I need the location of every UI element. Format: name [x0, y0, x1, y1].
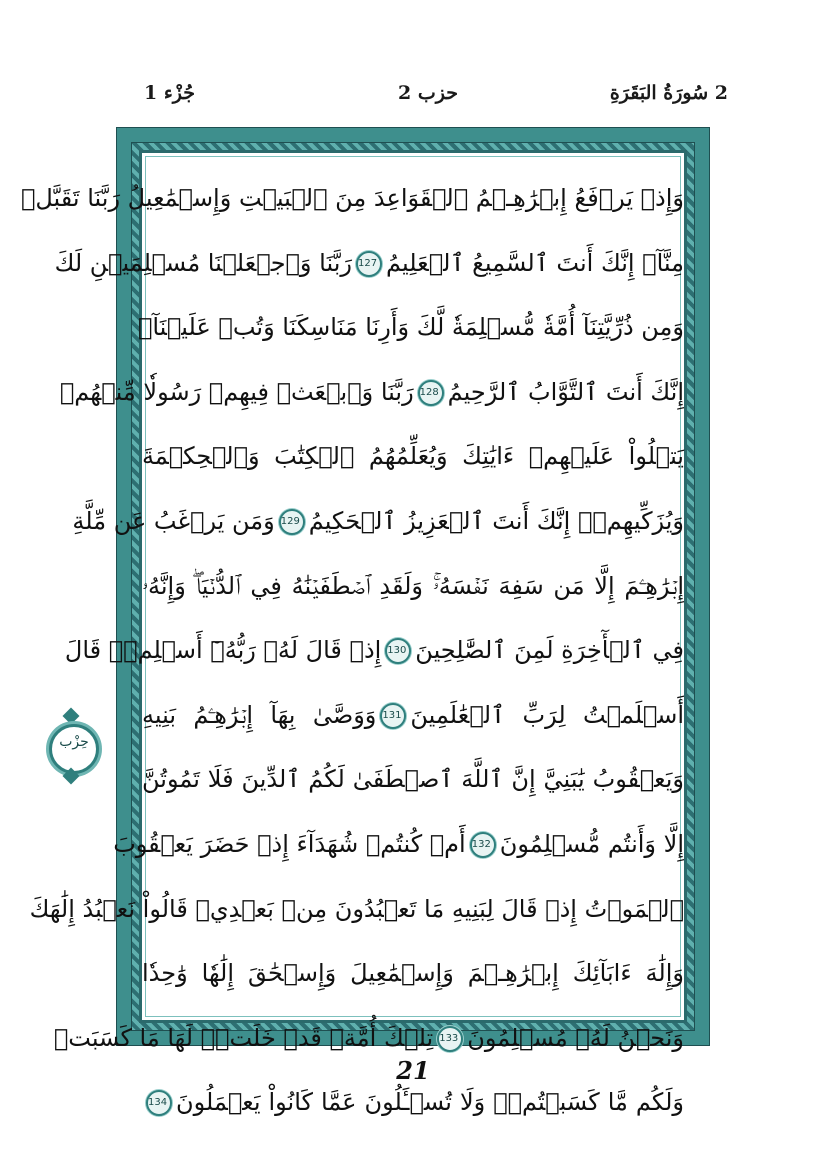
verse-line-12: ٱلۡمَوۡتُ إِذۡ قَالَ لِبَنِيهِ مَا تَعۡبُدُونَ مِنۢ بَعۡدِيۖ قَالُواْ نَعۡبُدُ إِلَٰهَكَ — [29, 894, 684, 923]
hizb-label: حزب 2 — [398, 82, 458, 104]
ayah-marker-icon: 130 — [385, 638, 411, 664]
juz-label: جُزْء 1 — [144, 82, 196, 104]
verse-line-14: وَنَحۡنُ لَهُۥ مُسۡلِمُونَ133تِلۡكَ أُمَّةٞ قَدۡ خَلَتۡۖ لَهَا مَا كَسَبَتۡ — [53, 1023, 684, 1052]
ayah-marker-icon: 128 — [418, 380, 444, 406]
verse-line-8: فِي ٱلۡأٓخِرَةِ لَمِنَ ٱلصَّٰلِحِينَ130إِذۡ قَالَ لَهُۥ رَبُّهُۥٓ أَسۡلِمۡۖ قَالَ — [64, 636, 684, 665]
verse-line-13: وَإِلَٰهَ ءَابَآئِكَ إِبۡرَٰهِـۧمَ وَإِسۡمَٰعِيلَ وَإِسۡحَٰقَ إِلَٰهٗا وَٰحِدٗا — [142, 959, 684, 988]
ayah-marker-icon: 133 — [437, 1026, 463, 1052]
verse-line-15: وَلَكُم مَّا كَسَبۡتُمۡۖ وَلَا تُسۡـَٔلُونَ عَمَّا كَانُواْ يَعۡمَلُونَ134 — [148, 1088, 684, 1117]
verse-line-4: إِنَّكَ أَنتَ ٱلتَّوَّابُ ٱلرَّحِيمُ128رَبَّنَا وَٱبۡعَثۡ فِيهِمۡ رَسُولٗا مِّنۡهُمۡ — [59, 377, 684, 406]
verse-line-1: وَإِذۡ يَرۡفَعُ إِبۡرَٰهِـۧمُ ٱلۡقَوَاعِدَ مِنَ ٱلۡبَيۡتِ وَإِسۡمَٰعِيلُ رَبَّنَا تَقَبَّلۡ — [20, 184, 684, 212]
verse-line-2: مِنَّآۖ إِنَّكَ أَنتَ ٱلسَّمِيعُ ٱلۡعَلِيمُ127رَبَّنَا وَٱجۡعَلۡنَا مُسۡلِمَيۡنِ لَكَ — [54, 248, 684, 277]
hizb-margin-marker-icon — [44, 708, 98, 788]
verse-line-3: وَمِن ذُرِّيَّتِنَآ أُمَّةٗ مُّسۡلِمَةٗ لَّكَ وَأَرِنَا مَنَاسِكَنَا وَتُبۡ عَلَيۡنَآۖ — [137, 313, 684, 342]
ayah-marker-icon: 127 — [356, 251, 382, 277]
verse-line-7: إِبۡرَٰهِـۧمَ إِلَّا مَن سَفِهَ نَفۡسَهُۥۚ وَلَقَدِ ٱصۡطَفَيۡنَٰهُ فِي ٱلدُّنۡيَاۖ وَإِنَّهُۥ — [142, 571, 684, 600]
ayah-marker-icon: 129 — [279, 509, 305, 535]
verse-line-9: أَسۡلَمۡتُ لِرَبِّ ٱلۡعَٰلَمِينَ131وَوَصَّىٰ بِهَآ إِبۡرَٰهِـۧمُ بَنِيهِ — [142, 700, 684, 729]
hizb-margin-label: حِزْب — [59, 734, 89, 750]
verse-line-11: إِلَّا وَأَنتُم مُّسۡلِمُونَ132أَمۡ كُنتُمۡ شُهَدَآءَ إِذۡ حَضَرَ يَعۡقُوبَ — [113, 829, 684, 858]
verse-line-6: وَيُزَكِّيهِمۡۖ إِنَّكَ أَنتَ ٱلۡعَزِيزُ ٱلۡحَكِيمُ129وَمَن يَرۡغَبُ عَن مِّلَّةِ — [72, 506, 684, 535]
verse-line-5: يَتۡلُواْ عَلَيۡهِمۡ ءَايَٰتِكَ وَيُعَلِّمُهُمُ ٱلۡكِتَٰبَ وَٱلۡحِكۡمَةَ — [142, 442, 684, 471]
ayah-marker-icon: 132 — [470, 832, 496, 858]
surah-title: 2 سُورَةُ البَقَرَةِ — [609, 82, 728, 104]
ayah-marker-icon: 134 — [146, 1090, 172, 1116]
ayah-marker-icon: 131 — [380, 703, 406, 729]
verse-line-10: وَيَعۡقُوبُ يَٰبَنِيَّ إِنَّ ٱللَّهَ ٱصۡطَفَىٰ لَكُمُ ٱلدِّينَ فَلَا تَمُوتُنَّ — [142, 765, 684, 794]
page-number: 21 — [396, 1056, 430, 1085]
page-header — [128, 82, 728, 118]
